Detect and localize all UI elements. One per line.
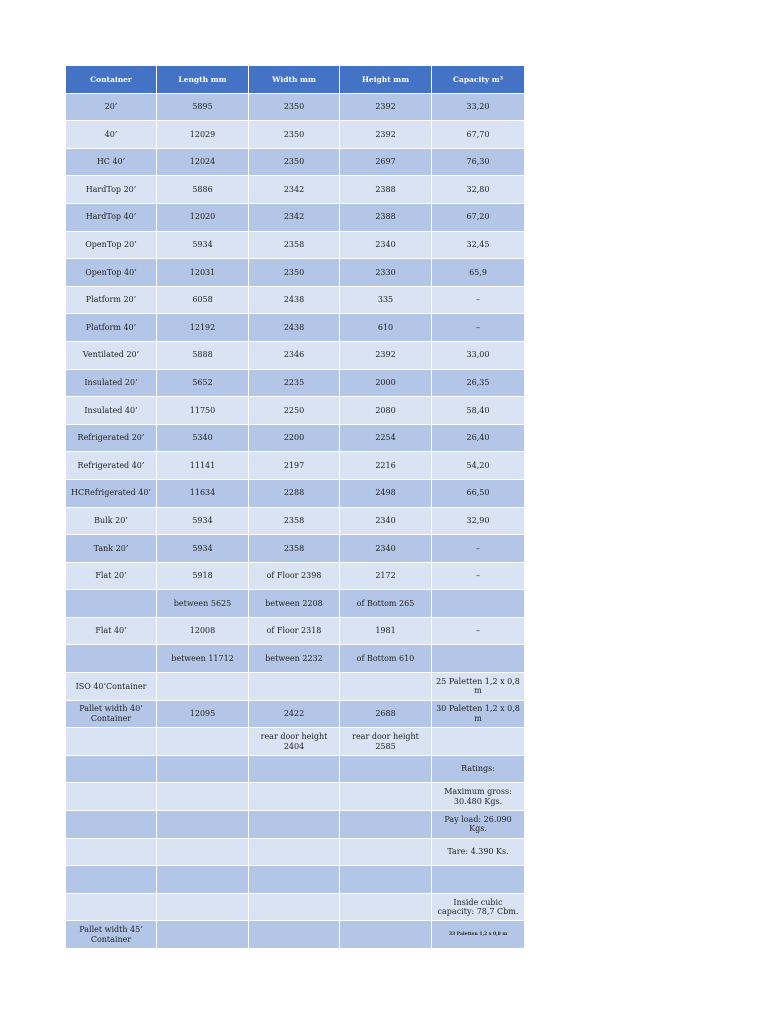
cell-width: between 2208 <box>249 590 340 618</box>
cell-length: between 5625 <box>157 590 249 618</box>
cell-capacity <box>432 645 524 673</box>
table-row <box>66 756 524 784</box>
cell-height: 2254 <box>340 425 432 453</box>
table-row <box>66 342 524 370</box>
table-row <box>66 287 524 315</box>
cell-container: Bulk 20’ <box>66 508 157 536</box>
table-row <box>66 94 524 122</box>
cell-length: 6058 <box>157 287 249 315</box>
table-row <box>66 618 524 646</box>
cell-height <box>340 839 432 867</box>
table-row <box>66 701 524 729</box>
cell-width: 2235 <box>249 370 340 398</box>
table-row <box>66 921 524 949</box>
cell-capacity: – <box>432 563 524 591</box>
cell-width: 2350 <box>249 121 340 149</box>
cell-capacity: 25 Paletten 1,2 x 0,8 m <box>432 673 524 701</box>
cell-length: 5340 <box>157 425 249 453</box>
cell-width <box>249 811 340 839</box>
cell-container: Insulated 20’ <box>66 370 157 398</box>
cell-container <box>66 645 157 673</box>
header-capacity: Capacity m³ <box>432 66 524 94</box>
cell-height <box>340 783 432 811</box>
cell-container <box>66 894 157 922</box>
cell-length: 5918 <box>157 563 249 591</box>
cell-container: Pallet width 45’ Container <box>66 921 157 949</box>
cell-width: 2358 <box>249 508 340 536</box>
cell-width: 2358 <box>249 232 340 260</box>
cell-capacity <box>432 728 524 756</box>
cell-capacity: 32,90 <box>432 508 524 536</box>
table-row <box>66 728 524 756</box>
cell-width: 2288 <box>249 480 340 508</box>
cell-height: 2340 <box>340 232 432 260</box>
cell-length: 12020 <box>157 204 249 232</box>
cell-container: HardTop 20’ <box>66 176 157 204</box>
cell-capacity: 67,70 <box>432 121 524 149</box>
table-row <box>66 259 524 287</box>
cell-width: 2422 <box>249 701 340 729</box>
cell-height: 2392 <box>340 94 432 122</box>
cell-height: 610 <box>340 314 432 342</box>
cell-capacity: 30 Paletten 1,2 x 0,8 m <box>432 701 524 729</box>
cell-length <box>157 756 249 784</box>
table-row <box>66 314 524 342</box>
cell-length <box>157 921 249 949</box>
cell-height: of Bottom 610 <box>340 645 432 673</box>
table-row <box>66 480 524 508</box>
cell-height: 2392 <box>340 342 432 370</box>
cell-container: 40’ <box>66 121 157 149</box>
cell-width: 2438 <box>249 287 340 315</box>
cell-container <box>66 756 157 784</box>
cell-capacity: 32,45 <box>432 232 524 260</box>
cell-capacity: 76,30 <box>432 149 524 177</box>
cell-container: OpenTop 40’ <box>66 259 157 287</box>
cell-width: of Floor 2318 <box>249 618 340 646</box>
cell-container <box>66 866 157 894</box>
table-row <box>66 839 524 867</box>
cell-capacity: Pay load: 26.090 Kgs. <box>432 811 524 839</box>
cell-height: 2392 <box>340 121 432 149</box>
cell-length: 11750 <box>157 397 249 425</box>
cell-capacity: 66,50 <box>432 480 524 508</box>
cell-length <box>157 811 249 839</box>
cell-width: 2358 <box>249 535 340 563</box>
cell-container: HCRefrigerated 40’ <box>66 480 157 508</box>
cell-length: 12024 <box>157 149 249 177</box>
cell-container <box>66 839 157 867</box>
cell-capacity: 54,20 <box>432 452 524 480</box>
table-row <box>66 425 524 453</box>
cell-capacity: 26,40 <box>432 425 524 453</box>
cell-height: 335 <box>340 287 432 315</box>
cell-height <box>340 756 432 784</box>
cell-capacity: Maximum gross: 30.480 Kgs. <box>432 783 524 811</box>
table-row <box>66 176 524 204</box>
cell-container: Refrigerated 40’ <box>66 452 157 480</box>
cell-height <box>340 921 432 949</box>
cell-width: 2350 <box>249 94 340 122</box>
table-row <box>66 121 524 149</box>
cell-width <box>249 756 340 784</box>
cell-width <box>249 894 340 922</box>
cell-length: 12192 <box>157 314 249 342</box>
cell-capacity: 33,00 <box>432 342 524 370</box>
cell-length: 5888 <box>157 342 249 370</box>
cell-width: 2342 <box>249 176 340 204</box>
cell-width: 2342 <box>249 204 340 232</box>
cell-length: 12008 <box>157 618 249 646</box>
cell-container: OpenTop 20’ <box>66 232 157 260</box>
cell-container: 20’ <box>66 94 157 122</box>
table-row <box>66 811 524 839</box>
cell-container: Flat 40’ <box>66 618 157 646</box>
cell-height: 2388 <box>340 204 432 232</box>
cell-capacity: – <box>432 287 524 315</box>
cell-height: of Bottom 265 <box>340 590 432 618</box>
table-row <box>66 204 524 232</box>
cell-width: 2250 <box>249 397 340 425</box>
cell-height: 2330 <box>340 259 432 287</box>
cell-length: 12031 <box>157 259 249 287</box>
table-row <box>66 590 524 618</box>
cell-height: 2000 <box>340 370 432 398</box>
cell-height: 2498 <box>340 480 432 508</box>
cell-capacity: Tare: 4.390 Ks. <box>432 839 524 867</box>
cell-length: 11141 <box>157 452 249 480</box>
cell-capacity <box>432 866 524 894</box>
cell-capacity: 33,20 <box>432 94 524 122</box>
cell-length <box>157 894 249 922</box>
table-row <box>66 232 524 260</box>
cell-capacity: – <box>432 314 524 342</box>
cell-container <box>66 590 157 618</box>
cell-width <box>249 783 340 811</box>
cell-container: Pallet width 40’ Container <box>66 701 157 729</box>
cell-container: Insulated 40’ <box>66 397 157 425</box>
table-row <box>66 645 524 673</box>
cell-width: rear door height 2404 <box>249 728 340 756</box>
cell-container <box>66 783 157 811</box>
cell-length: 5886 <box>157 176 249 204</box>
cell-height: rear door height 2585 <box>340 728 432 756</box>
cell-width: of Floor 2398 <box>249 563 340 591</box>
cell-height: 2216 <box>340 452 432 480</box>
table-row <box>66 397 524 425</box>
cell-width: 2197 <box>249 452 340 480</box>
cell-capacity: 65,9 <box>432 259 524 287</box>
cell-height <box>340 894 432 922</box>
cell-height: 2340 <box>340 508 432 536</box>
cell-capacity: 33 Paletten 1,2 x 0,8 m <box>432 921 524 949</box>
cell-width: 2350 <box>249 149 340 177</box>
table-row <box>66 894 524 922</box>
cell-width <box>249 673 340 701</box>
cell-width: 2350 <box>249 259 340 287</box>
cell-container: ISO 40’Container <box>66 673 157 701</box>
cell-length <box>157 866 249 894</box>
cell-capacity: – <box>432 618 524 646</box>
cell-capacity: Ratings: <box>432 756 524 784</box>
cell-length: between 11712 <box>157 645 249 673</box>
cell-container: Platform 20’ <box>66 287 157 315</box>
cell-length: 12029 <box>157 121 249 149</box>
cell-height: 2688 <box>340 701 432 729</box>
cell-length <box>157 839 249 867</box>
header-length: Length mm <box>157 66 249 94</box>
cell-height: 1981 <box>340 618 432 646</box>
cell-container: Tank 20’ <box>66 535 157 563</box>
cell-length: 5652 <box>157 370 249 398</box>
cell-container: Ventilated 20’ <box>66 342 157 370</box>
cell-width <box>249 921 340 949</box>
cell-height: 2172 <box>340 563 432 591</box>
cell-container: HardTop 40’ <box>66 204 157 232</box>
cell-container: Platform 40’ <box>66 314 157 342</box>
cell-width: 2346 <box>249 342 340 370</box>
cell-container: HC 40’ <box>66 149 157 177</box>
cell-height: 2388 <box>340 176 432 204</box>
cell-height <box>340 866 432 894</box>
cell-length <box>157 728 249 756</box>
table-row <box>66 563 524 591</box>
cell-capacity: Inside cubic capacity: 78,7 Cbm. <box>432 894 524 922</box>
cell-height <box>340 673 432 701</box>
cell-capacity: – <box>432 535 524 563</box>
cell-container <box>66 728 157 756</box>
table-row <box>66 783 524 811</box>
cell-length <box>157 783 249 811</box>
cell-width <box>249 839 340 867</box>
cell-capacity: 26,35 <box>432 370 524 398</box>
table-body <box>66 94 524 949</box>
header-width: Width mm <box>249 66 340 94</box>
cell-length: 5895 <box>157 94 249 122</box>
cell-width: 2438 <box>249 314 340 342</box>
cell-container: Refrigerated 20’ <box>66 425 157 453</box>
cell-height: 2697 <box>340 149 432 177</box>
header-container: Container <box>66 66 157 94</box>
table-row <box>66 866 524 894</box>
cell-container <box>66 811 157 839</box>
cell-capacity: 67,20 <box>432 204 524 232</box>
table-row <box>66 535 524 563</box>
cell-height: 2080 <box>340 397 432 425</box>
header-height: Height mm <box>340 66 432 94</box>
cell-capacity: 32,80 <box>432 176 524 204</box>
cell-width: 2200 <box>249 425 340 453</box>
cell-height: 2340 <box>340 535 432 563</box>
cell-width <box>249 866 340 894</box>
cell-length: 11634 <box>157 480 249 508</box>
table-row <box>66 508 524 536</box>
cell-length: 12095 <box>157 701 249 729</box>
table-row <box>66 370 524 398</box>
cell-capacity: 58,40 <box>432 397 524 425</box>
table-row <box>66 673 524 701</box>
cell-width: between 2232 <box>249 645 340 673</box>
cell-height <box>340 811 432 839</box>
cell-length: 5934 <box>157 232 249 260</box>
container-dimensions-table <box>66 66 524 949</box>
cell-container: Flat 20’ <box>66 563 157 591</box>
cell-length <box>157 673 249 701</box>
table-row <box>66 452 524 480</box>
table-header-row <box>66 66 524 94</box>
table-row <box>66 149 524 177</box>
cell-length: 5934 <box>157 535 249 563</box>
cell-capacity <box>432 590 524 618</box>
cell-length: 5934 <box>157 508 249 536</box>
